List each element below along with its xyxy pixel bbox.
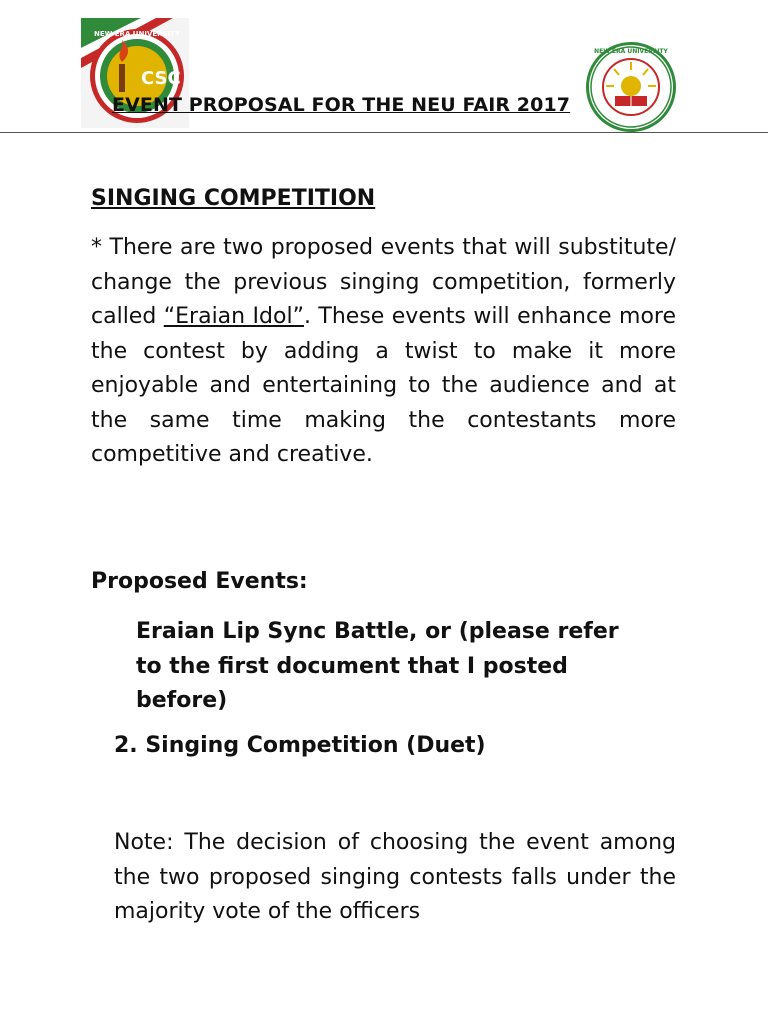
svg-text:NEW ERA UNIVERSITY: NEW ERA UNIVERSITY [93, 30, 181, 38]
svg-text:NEW ERA UNIVERSITY: NEW ERA UNIVERSITY [594, 48, 668, 55]
svg-text:CSC: CSC [141, 68, 181, 89]
proposed-events-heading: Proposed Events: [91, 569, 308, 594]
intro-text-end: . These events will enhance more the contest by adding a twist to make it more enjoyable and entertaining to the audience and at the same time making the contestants more competitive and creative. [91, 304, 677, 467]
note-paragraph: Note: The decision of choosing the event among the two proposed singing contests falls under the majority vote of the officers [114, 830, 676, 924]
proposed-event-item: 2. Singing Competition (Duet) [114, 733, 486, 758]
section-heading: SINGING COMPETITION [91, 186, 376, 211]
proposed-event-item: Eraian Lip Sync Battle, or (please refer to the first document that I posted before) [136, 619, 619, 713]
neu-seal-icon [584, 40, 678, 134]
intro-text-start: * There are two proposed events that will substitute/ change the previous singing competition, formerly called [91, 235, 676, 329]
neu-logo [584, 40, 678, 134]
intro-paragraph [91, 231, 676, 473]
header-divider [0, 132, 768, 133]
document-title: EVENT PROPOSAL FOR THE NEU FAIR 2017 [112, 94, 571, 116]
former-event-name: “Eraian Idol” [163, 304, 304, 329]
